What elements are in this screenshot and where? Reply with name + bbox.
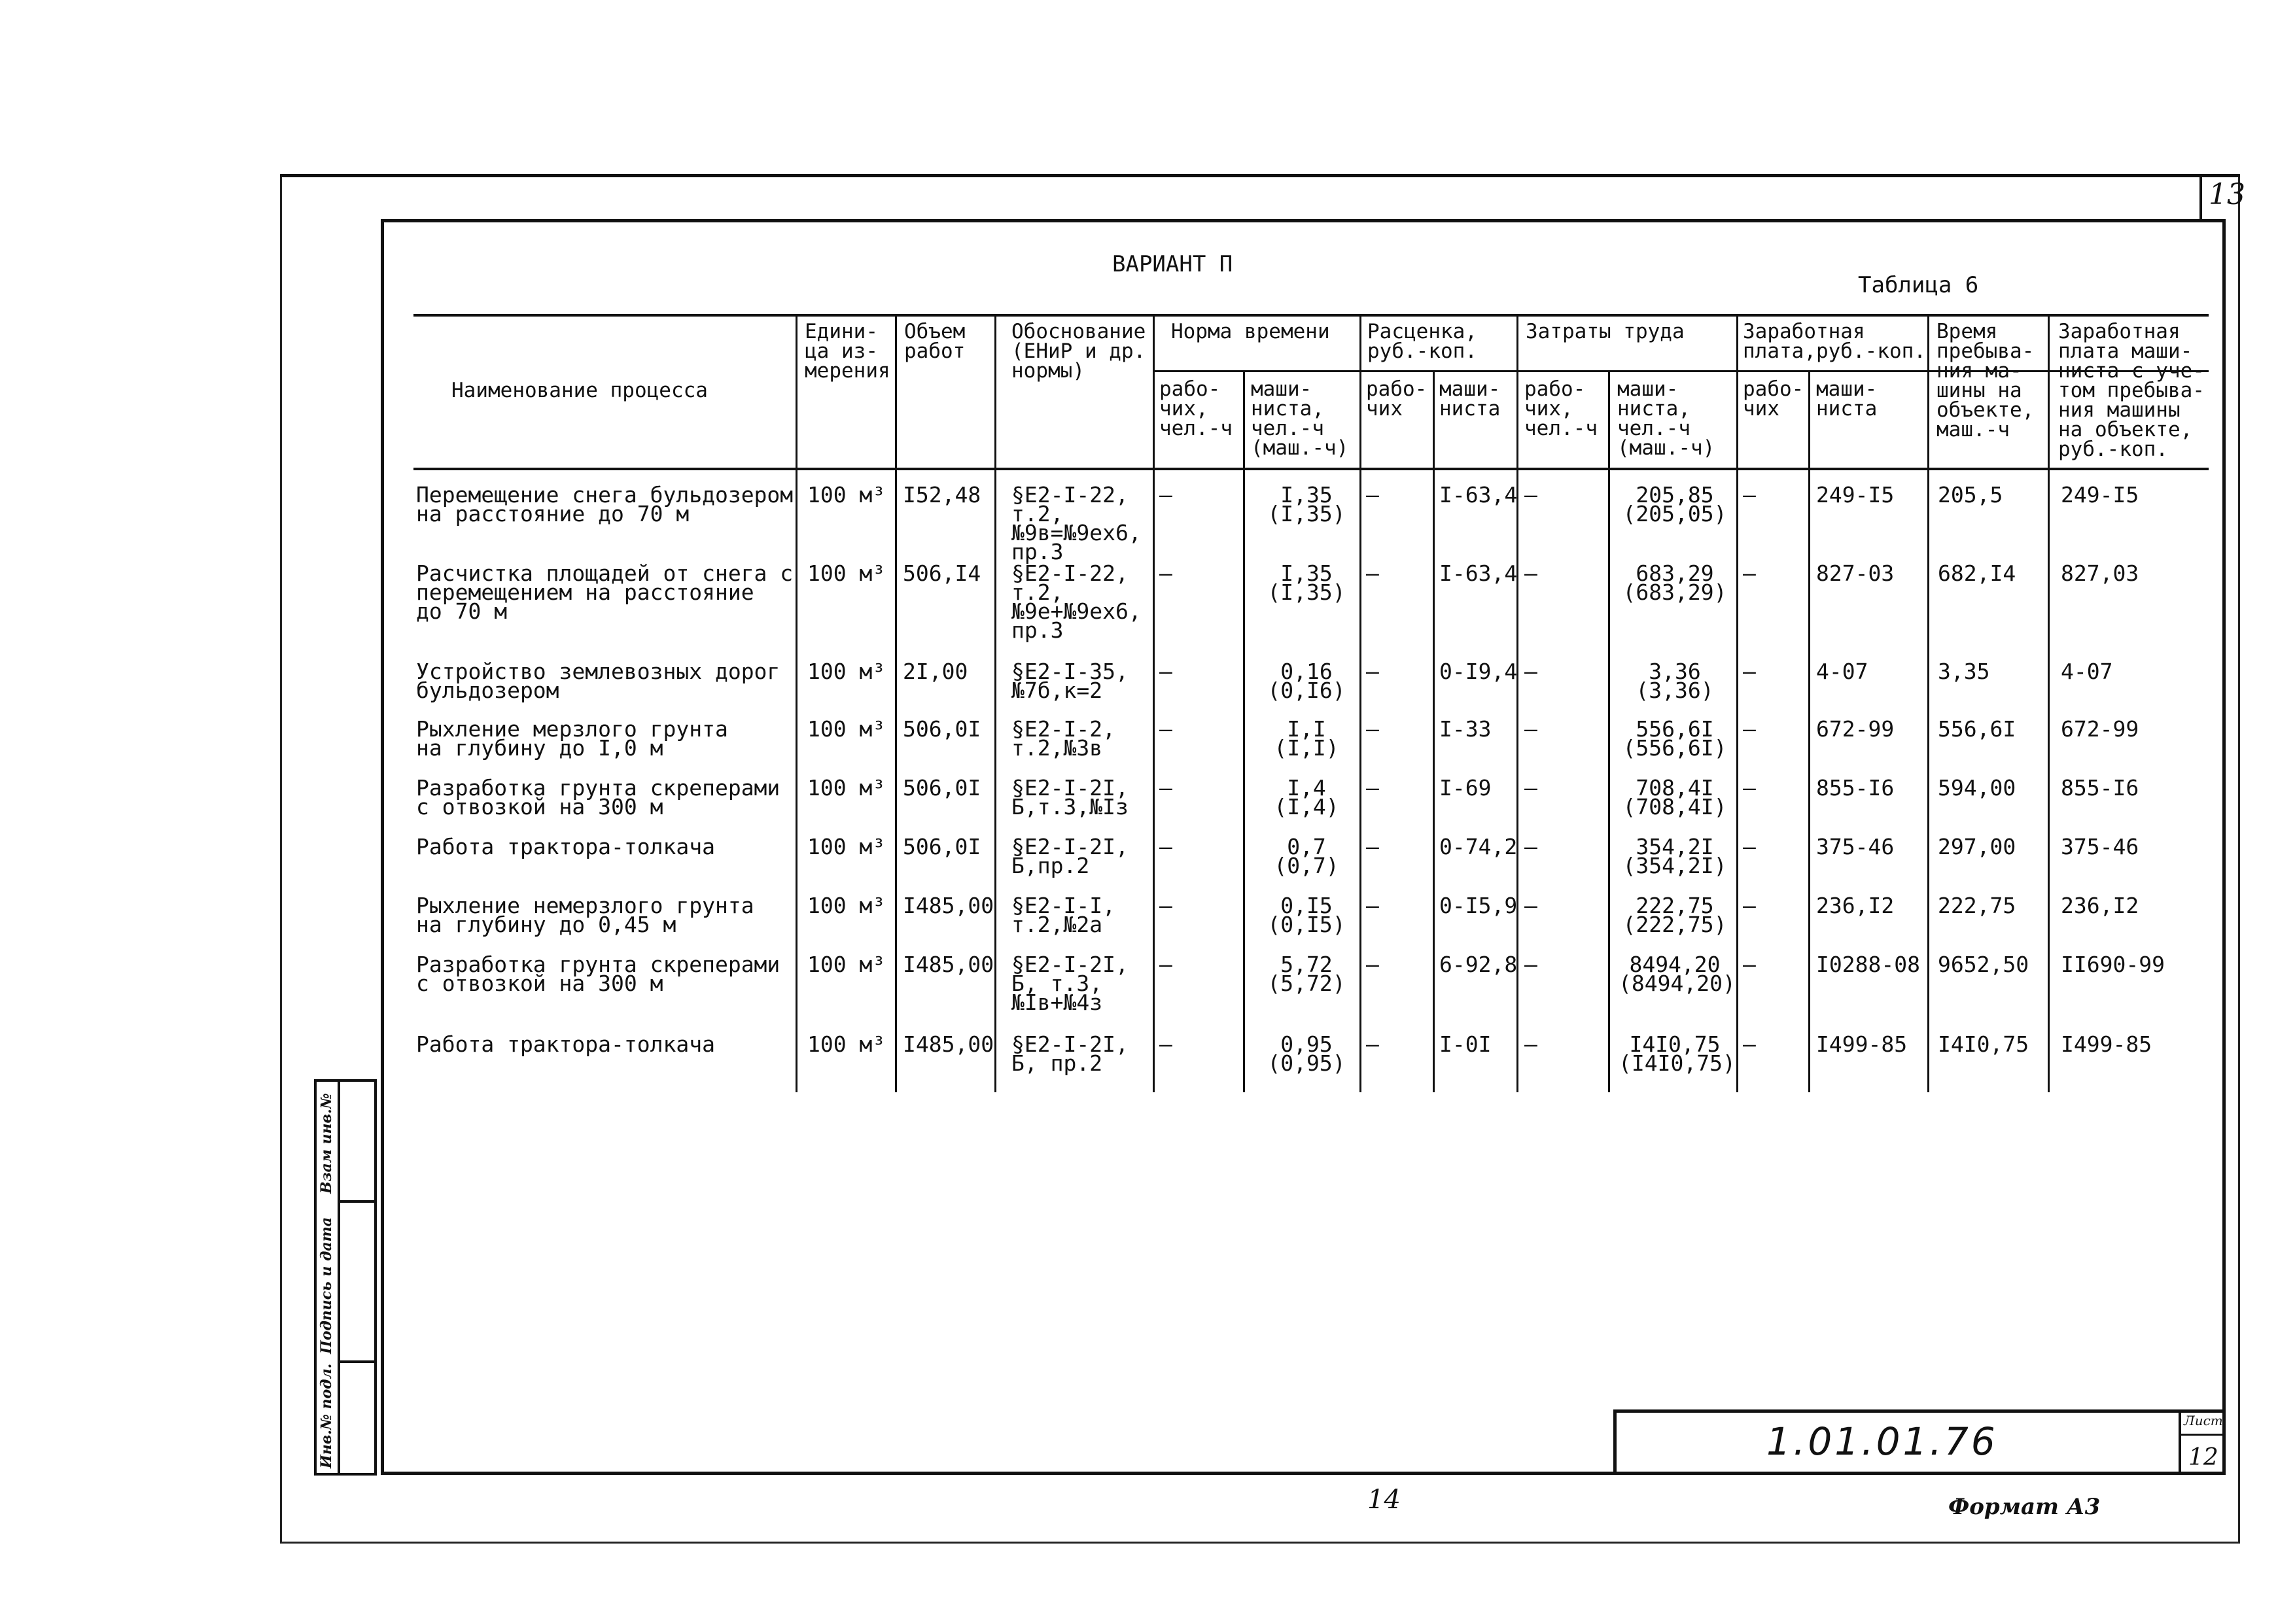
- cell-process: Рыхление мерзлого грунта на глубину до I,0 м: [416, 716, 728, 761]
- cell-labor-machinist: 205,85 (205,05): [1622, 482, 1727, 527]
- cell-basis: §Е2-I-2I, Б, пр.2: [1011, 1031, 1129, 1076]
- cell-labor-workers: –: [1524, 952, 1537, 977]
- cell-rate-workers: –: [1366, 952, 1379, 977]
- cell-time-workers: –: [1159, 952, 1172, 977]
- cell-process: Разработка грунта скреперами с отвозкой на 300 м: [416, 775, 780, 820]
- cell-volume: I485,00: [903, 893, 994, 918]
- col-divider: [1243, 370, 1245, 1092]
- frame-top-line: [280, 174, 2240, 177]
- cell-wage-stay: 249-I5: [2061, 482, 2139, 508]
- header-process: Наименование процесса: [451, 379, 708, 402]
- cell-labor-workers: –: [1524, 561, 1537, 586]
- cell-time-workers: –: [1159, 775, 1172, 801]
- side-divider: [338, 1360, 377, 1363]
- cell-wage-machinist: I0288-08: [1816, 952, 1920, 977]
- cell-labor-workers: –: [1524, 482, 1537, 508]
- cell-wage-machinist: 672-99: [1816, 716, 1895, 742]
- cell-labor-machinist: 556,6I (556,6I): [1622, 716, 1727, 761]
- cell-wage-workers: –: [1743, 716, 1756, 742]
- cell-labor-machinist: 8494,20 (8494,20): [1619, 952, 1736, 996]
- cell-rate-workers: –: [1366, 775, 1379, 801]
- cell-labor-machinist: 354,2I (354,2I): [1622, 834, 1727, 878]
- cell-wage-workers: –: [1743, 834, 1756, 859]
- page-number: 13: [2209, 178, 2245, 211]
- cell-wage-machinist: 236,I2: [1816, 893, 1895, 918]
- header-labor-workers: рабо- чих, чел.-ч: [1524, 377, 1598, 440]
- cell-unit: 100 м³: [807, 834, 886, 859]
- cell-basis: §Е2-I-22, т.2, №9е+№9ех6, пр.3: [1011, 561, 1142, 643]
- cell-stay-time: 297,00: [1938, 834, 2016, 859]
- cell-wage-stay: 375-46: [2061, 834, 2139, 859]
- side-divider: [338, 1200, 377, 1203]
- cell-stay-time: 222,75: [1938, 893, 2016, 918]
- cell-wage-workers: –: [1743, 482, 1756, 508]
- cell-rate-workers: –: [1366, 1031, 1379, 1057]
- col-divider: [796, 314, 797, 1092]
- cell-wage-workers: –: [1743, 952, 1756, 977]
- col-divider: [1736, 314, 1738, 1092]
- cell-rate-machinist: I-69: [1439, 775, 1492, 801]
- header-wage: Заработная плата,руб.-коп.: [1743, 320, 1926, 363]
- col-divider: [1808, 370, 1810, 1092]
- cell-stay-time: 594,00: [1938, 775, 2016, 801]
- cell-process: Работа трактора-толкача: [416, 834, 715, 859]
- col-divider: [1433, 370, 1435, 1092]
- cell-time-workers: –: [1159, 834, 1172, 859]
- cell-basis: §Е2-I-2I, Б,т.3,№Iз: [1011, 775, 1129, 820]
- header-unit: Едини- ца из- мерения: [805, 320, 890, 383]
- cell-process: Перемещение снега бульдозером на расстояние до 70 м: [416, 482, 794, 527]
- header-rate-workers: рабо- чих: [1366, 377, 1428, 421]
- document-code: 1.01.01.76: [1766, 1419, 1998, 1464]
- col-divider: [994, 314, 996, 1092]
- side-label-inv: Инв.№ подл.: [318, 1363, 335, 1468]
- cell-wage-workers: –: [1743, 659, 1756, 684]
- cell-rate-workers: –: [1366, 893, 1379, 918]
- cell-volume: I485,00: [903, 1031, 994, 1057]
- cell-time-workers: –: [1159, 893, 1172, 918]
- cell-rate-machinist: 0-I5,9: [1439, 893, 1518, 918]
- cell-time-workers: –: [1159, 482, 1172, 508]
- cell-labor-workers: –: [1524, 775, 1537, 801]
- cell-rate-machinist: 0-I9,4: [1439, 659, 1518, 684]
- cell-labor-workers: –: [1524, 659, 1537, 684]
- cell-wage-workers: –: [1743, 775, 1756, 801]
- header-basis: Обоснование (ЕНиР и др. нормы): [1011, 320, 1146, 383]
- cell-time-machinist: I,4 (I,4): [1274, 775, 1339, 820]
- sheet-divider: [2179, 1434, 2226, 1436]
- cell-time-workers: –: [1159, 716, 1172, 742]
- cell-wage-machinist: I499-85: [1816, 1031, 1908, 1057]
- cell-labor-workers: –: [1524, 834, 1537, 859]
- header-volume: Объем работ: [904, 320, 966, 363]
- cell-rate-workers: –: [1366, 561, 1379, 586]
- cell-rate-workers: –: [1366, 659, 1379, 684]
- cell-time-workers: –: [1159, 659, 1172, 684]
- header-sub-rule: [1153, 370, 2209, 372]
- cell-time-machinist: 0,16 (0,I6): [1267, 659, 1346, 703]
- cell-rate-machinist: 0-74,2: [1439, 834, 1518, 859]
- cell-unit: 100 м³: [807, 893, 886, 918]
- cell-process: Разработка грунта скреперами с отвозкой на 300 м: [416, 952, 780, 996]
- cell-time-machinist: I,35 (I,35): [1267, 482, 1346, 527]
- cell-wage-machinist: 827-03: [1816, 561, 1895, 586]
- cell-process: Устройство землевозных дорог бульдозером: [416, 659, 780, 703]
- bottom-page-number: 14: [1367, 1485, 1401, 1515]
- table-top-rule: [413, 314, 2209, 317]
- cell-wage-machinist: 4-07: [1816, 659, 1868, 684]
- cell-wage-stay: 672-99: [2061, 716, 2139, 742]
- col-divider: [1359, 314, 1361, 1092]
- cell-stay-time: I4I0,75: [1938, 1031, 2029, 1057]
- cell-rate-machinist: I-0I: [1439, 1031, 1492, 1057]
- cell-process: Работа трактора-толкача: [416, 1031, 715, 1057]
- col-divider: [1608, 370, 1610, 1092]
- cell-volume: 506,0I: [903, 834, 981, 859]
- cell-rate-machinist: I-63,4: [1439, 482, 1518, 508]
- cell-volume: 506,I4: [903, 561, 981, 586]
- cell-rate-machinist: I-33: [1439, 716, 1492, 742]
- header-stay-time: Время пребыва- ния ма- шины на объекте, маш.-ч: [1936, 320, 2035, 441]
- cell-time-machinist: I,I (I,I): [1274, 716, 1339, 761]
- header-time-machinist: маши- ниста, чел.-ч (маш.-ч): [1251, 377, 1349, 460]
- cell-wage-workers: –: [1743, 561, 1756, 586]
- header-rate-machinist: маши- ниста: [1439, 377, 1501, 421]
- cell-unit: 100 м³: [807, 659, 886, 684]
- cell-unit: 100 м³: [807, 482, 886, 508]
- header-time-workers: рабо- чих, чел.-ч: [1159, 377, 1233, 440]
- col-divider: [2048, 314, 2050, 1092]
- cell-volume: 506,0I: [903, 716, 981, 742]
- cell-unit: 100 м³: [807, 952, 886, 977]
- cell-labor-machinist: I4I0,75 (I4I0,75): [1619, 1031, 1736, 1076]
- cell-time-machinist: 0,7 (0,7): [1274, 834, 1339, 878]
- cell-basis: §Е2-I-2I, Б, т.3, №Iв+№4з: [1011, 952, 1129, 1015]
- cell-time-workers: –: [1159, 1031, 1172, 1057]
- sheet-label: Лист: [2184, 1413, 2223, 1428]
- cell-unit: 100 м³: [807, 1031, 886, 1057]
- cell-wage-stay: 236,I2: [2061, 893, 2139, 918]
- cell-rate-workers: –: [1366, 716, 1379, 742]
- cell-wage-stay: 4-07: [2061, 659, 2113, 684]
- cell-wage-stay: I499-85: [2061, 1031, 2152, 1057]
- cell-labor-workers: –: [1524, 1031, 1537, 1057]
- cell-time-machinist: 0,95 (0,95): [1267, 1031, 1346, 1076]
- cell-labor-workers: –: [1524, 893, 1537, 918]
- col-divider: [1927, 314, 1929, 1092]
- col-divider: [1153, 314, 1155, 1092]
- format-label: Формат А3: [1948, 1494, 2101, 1520]
- cell-stay-time: 556,6I: [1938, 716, 2016, 742]
- col-divider: [895, 314, 897, 1092]
- cell-labor-workers: –: [1524, 716, 1537, 742]
- header-rate: Расценка, руб.-коп.: [1367, 320, 1477, 363]
- cell-unit: 100 м³: [807, 716, 886, 742]
- cell-volume: I52,48: [903, 482, 981, 508]
- cell-basis: §Е2-I-2I, Б,пр.2: [1011, 834, 1129, 878]
- cell-stay-time: 9652,50: [1938, 952, 2029, 977]
- cell-stay-time: 682,I4: [1938, 561, 2016, 586]
- header-time-norm: Норма времени: [1171, 320, 1330, 343]
- cell-time-machinist: 5,72 (5,72): [1267, 952, 1346, 996]
- cell-volume: 2I,00: [903, 659, 968, 684]
- cell-time-workers: –: [1159, 561, 1172, 586]
- cell-labor-machinist: 222,75 (222,75): [1622, 893, 1727, 937]
- cell-wage-machinist: 855-I6: [1816, 775, 1895, 801]
- cell-stay-time: 205,5: [1938, 482, 2003, 508]
- cell-labor-machinist: 683,29 (683,29): [1622, 561, 1727, 605]
- header-labor-machinist: маши- ниста, чел.-ч (маш.-ч): [1617, 377, 1715, 460]
- cell-unit: 100 м³: [807, 775, 886, 801]
- cell-volume: 506,0I: [903, 775, 981, 801]
- cell-unit: 100 м³: [807, 561, 886, 586]
- cell-basis: §Е2-I-35, №7б,к=2: [1011, 659, 1129, 703]
- variant-title: ВАРИАНТ П: [1112, 251, 1233, 277]
- cell-rate-machinist: I-63,4: [1439, 561, 1518, 586]
- header-wage-machinist: маши- ниста: [1816, 377, 1878, 421]
- cell-process: Рыхление немерзлого грунта на глубину до 0,45 м: [416, 893, 754, 937]
- cell-wage-machinist: 375-46: [1816, 834, 1895, 859]
- cell-wage-stay: 827,03: [2061, 561, 2139, 586]
- cell-basis: §Е2-I-2, т.2,№3в: [1011, 716, 1115, 761]
- cell-wage-machinist: 249-I5: [1816, 482, 1895, 508]
- cell-wage-stay: 855-I6: [2061, 775, 2139, 801]
- header-wage-stay: Заработная плата маши- ниста с уче- том пребыва- ния машины на объекте, руб.-коп.: [2058, 320, 2205, 461]
- cell-time-machinist: I,35 (I,35): [1267, 561, 1346, 605]
- header-labor: Затраты труда: [1526, 320, 1685, 343]
- cell-process: Расчистка площадей от снега с перемещением на расстояние до 70 м: [416, 561, 794, 624]
- side-divider-vertical: [338, 1079, 340, 1476]
- cell-rate-workers: –: [1366, 482, 1379, 508]
- cell-wage-workers: –: [1743, 893, 1756, 918]
- header-bottom-rule: [413, 468, 2209, 470]
- cell-wage-workers: –: [1743, 1031, 1756, 1057]
- cell-time-machinist: 0,I5 (0,I5): [1267, 893, 1346, 937]
- cell-basis: §Е2-I-22, т.2, №9в=№9ех6, пр.3: [1011, 482, 1142, 564]
- side-label-sign: Подпись и дата: [318, 1217, 335, 1354]
- cell-basis: §Е2-I-I, т.2,№2а: [1011, 893, 1115, 937]
- sheet-number: 12: [2188, 1444, 2218, 1471]
- cell-labor-machinist: 3,36 (3,36): [1636, 659, 1714, 703]
- cell-volume: I485,00: [903, 952, 994, 977]
- cell-stay-time: 3,35: [1938, 659, 1990, 684]
- header-wage-workers: рабо- чих: [1743, 377, 1804, 421]
- table-label: Таблица 6: [1858, 272, 1979, 298]
- side-label-replace: Взам инв.№: [318, 1093, 335, 1194]
- cell-wage-stay: II690-99: [2061, 952, 2165, 977]
- cell-rate-workers: –: [1366, 834, 1379, 859]
- cell-rate-machinist: 6-92,8: [1439, 952, 1518, 977]
- cell-labor-machinist: 708,4I (708,4I): [1622, 775, 1727, 820]
